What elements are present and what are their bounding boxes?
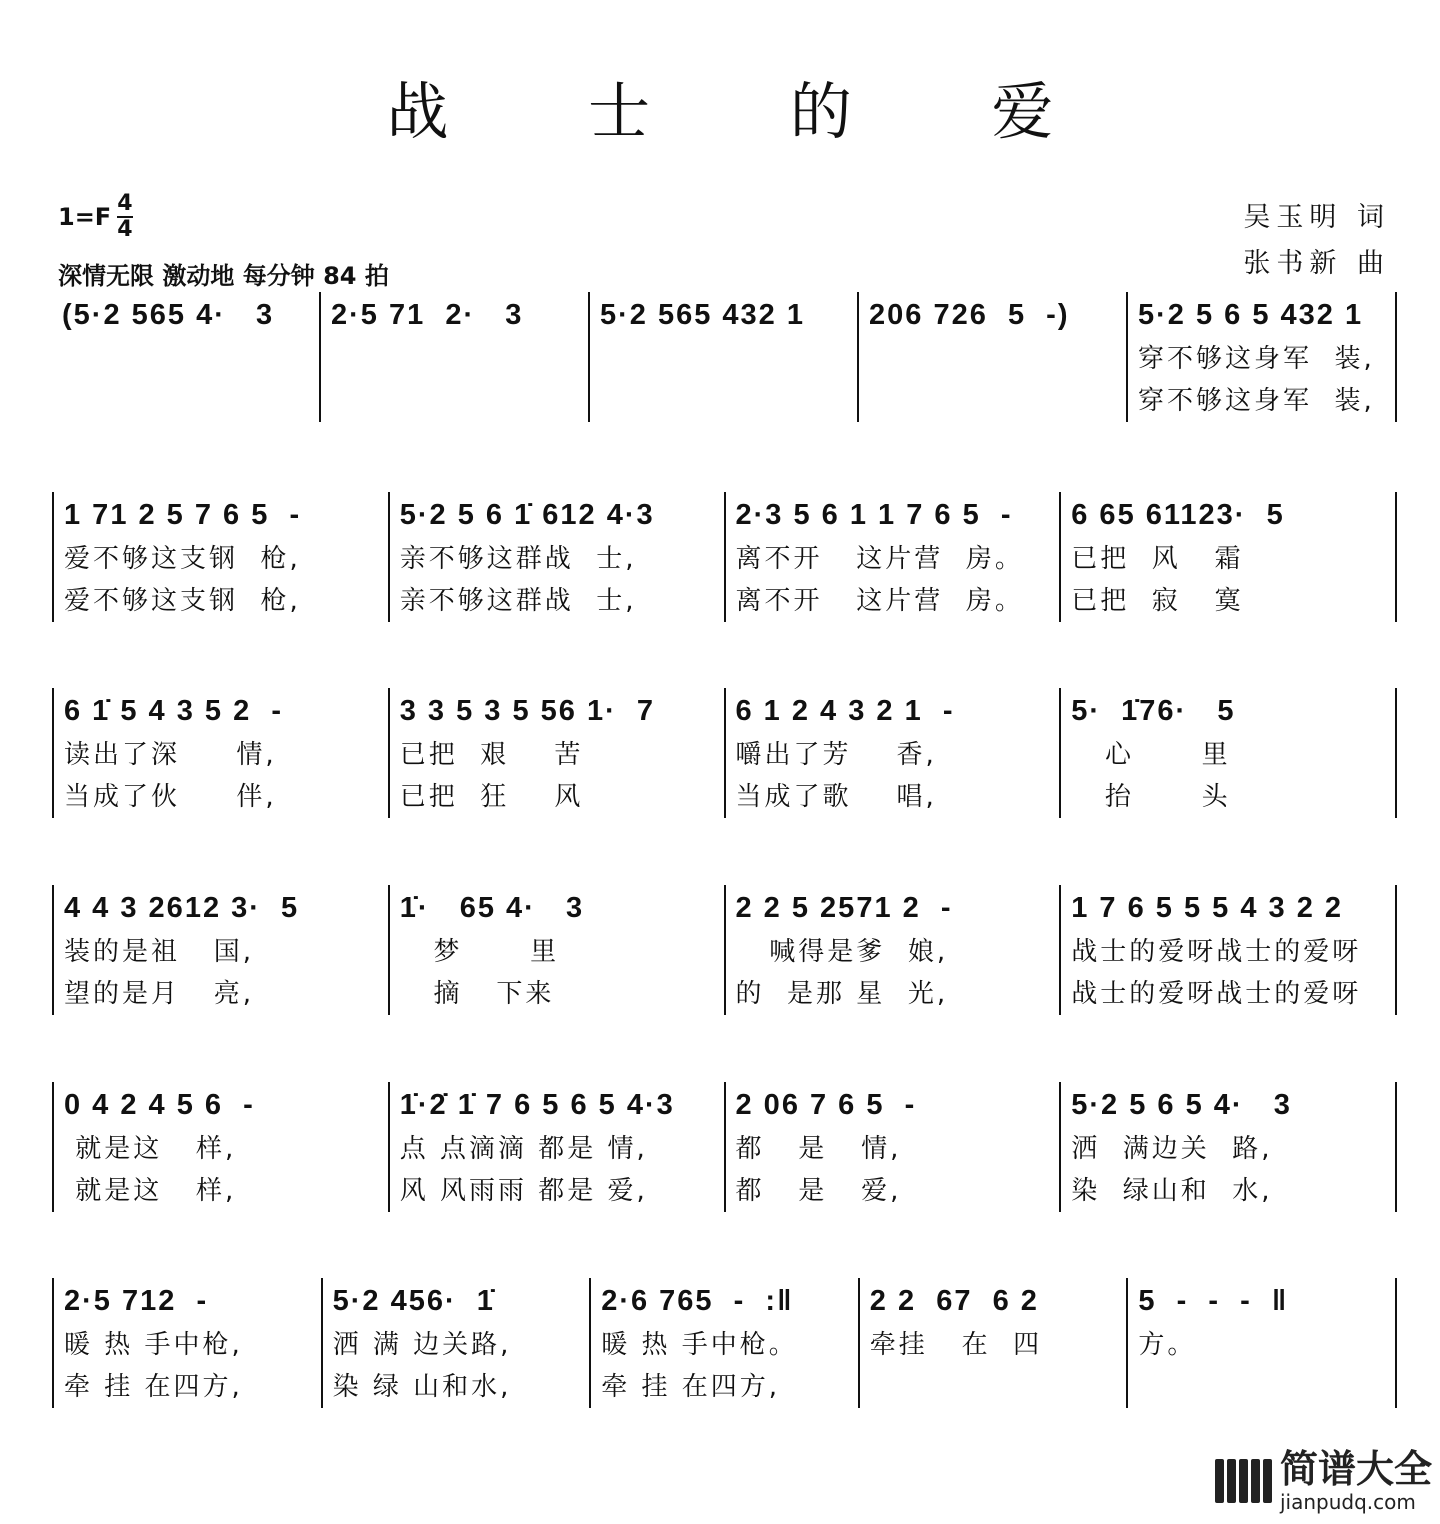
- lyric-verse-1: 梦 里: [399, 937, 560, 967]
- measure: [1059, 688, 1397, 818]
- measure-notes: (5·2 565 4· 3: [62, 299, 275, 331]
- measure: [1059, 492, 1397, 622]
- measure: [1059, 885, 1397, 1015]
- lyric-verse-1: 洒 满边关 路,: [1071, 1134, 1273, 1164]
- key-label: 1=F: [58, 203, 112, 231]
- lyric-verse-2: 战士的爱呀战士的爱呀: [1071, 979, 1362, 1009]
- lyric-verse-1: 亲不够这群战 士,: [399, 544, 637, 574]
- measure: [52, 492, 388, 622]
- lyric-verse-2: 牵 挂 在四方,: [64, 1372, 243, 1402]
- lyric-verse-2: [331, 380, 588, 422]
- credits: [1243, 195, 1390, 287]
- staff-row: [52, 1278, 1397, 1408]
- staff-row: [52, 292, 1397, 422]
- lyric-verse-1: 洒 满 边关路,: [332, 1330, 512, 1360]
- composer: 张书新 曲: [1243, 248, 1390, 279]
- measure: [1126, 292, 1397, 422]
- measure-notes: 5·2 5 6 1̇ 612 4·3: [399, 499, 655, 531]
- measure-notes: 1̇· 65 4· 3: [399, 892, 585, 924]
- measure-notes: 1̇·2̇ 1̇ 7 6 5 6 5 4·3: [399, 1089, 675, 1121]
- watermark-logo: [1215, 1448, 1432, 1514]
- measure: [588, 292, 857, 422]
- lyric-verse-1: 穿不够这身军 装,: [1138, 344, 1375, 374]
- lyric-verse-2: 都 是 爱,: [735, 1176, 902, 1206]
- song-title: 战 士 的 爱: [386, 75, 1114, 148]
- measure-notes: 2·5 71 2· 3: [331, 299, 524, 331]
- lyric-verse-1: 爱不够这支钢 枪,: [64, 544, 301, 574]
- measure-notes: 6 1̇ 5 4 3 5 2 -: [64, 695, 284, 727]
- measure-notes: 0 4 2 4 5 6 -: [64, 1089, 255, 1121]
- measure-notes: 5·2 5 6 5 4· 3: [1071, 1089, 1292, 1121]
- measure-notes: 2·3 5 6 1 1 7 6 5 -: [735, 499, 1013, 531]
- measure: [1126, 1278, 1397, 1408]
- lyric-verse-1: [600, 338, 857, 380]
- measure-notes: 1 71 2 5 7 6 5 -: [64, 499, 302, 531]
- key-signature: [58, 192, 133, 242]
- lyric-verse-2: 的 是那 星 光,: [735, 979, 949, 1009]
- lyric-verse-2: [870, 1366, 1127, 1408]
- lyric-verse-2: 已把 狂 风: [399, 782, 584, 812]
- staff-row: [52, 492, 1397, 622]
- measure: [724, 885, 1060, 1015]
- lyric-verse-2: 已把 寂 寞: [1071, 586, 1244, 616]
- measure: [388, 885, 724, 1015]
- measure-notes: 2·5 712 -: [64, 1285, 209, 1317]
- lyric-verse-1: [869, 338, 1126, 380]
- lyric-verse-1: [331, 338, 588, 380]
- lyric-verse-2: 牵 挂 在四方,: [601, 1372, 780, 1402]
- measure-notes: 5·2 565 432 1: [600, 299, 805, 331]
- lyric-verse-2: 抬 头: [1071, 782, 1231, 812]
- lyric-verse-1: 方。: [1138, 1330, 1197, 1360]
- measure-notes: 5 - - - ‖: [1138, 1285, 1289, 1317]
- staff-row: [52, 688, 1397, 818]
- measure-notes: 6 65 61123· 5: [1071, 499, 1285, 531]
- lyric-verse-2: 离不开 这片营 房。: [735, 586, 1024, 616]
- lyric-verse-2: [869, 380, 1126, 422]
- measure: [1059, 1082, 1397, 1212]
- measure: [724, 688, 1060, 818]
- measure-notes: 5· 1̇76· 5: [1071, 695, 1236, 727]
- measure: [52, 688, 388, 818]
- measure: [388, 492, 724, 622]
- staff-row: [52, 885, 1397, 1015]
- measure-notes: 6 1 2 4 3 2 1 -: [735, 695, 955, 727]
- measure-notes: 2 06 7 6 5 -: [735, 1089, 917, 1121]
- measure: [52, 1278, 321, 1408]
- measure-notes: 206 726 5 -): [869, 299, 1070, 331]
- measure: [52, 292, 319, 422]
- lyric-verse-1: 战士的爱呀战士的爱呀: [1071, 937, 1362, 967]
- lyric-verse-1: 点 点滴滴 都是 情,: [399, 1134, 648, 1164]
- lyric-verse-1: [62, 338, 319, 380]
- measure-notes: 2 2 67 6 2: [869, 1285, 1039, 1317]
- lyric-verse-1: 暖 热 手中枪,: [64, 1330, 243, 1360]
- lyric-verse-1: 暖 热 手中枪。: [601, 1330, 798, 1360]
- lyric-verse-2: [600, 380, 857, 422]
- measure-notes: 5·2 456· 1̇: [332, 1285, 495, 1317]
- lyric-verse-1: 已把 风 霜: [1071, 544, 1244, 574]
- measure: [388, 688, 724, 818]
- lyric-verse-2: 爱不够这支钢 枪,: [64, 586, 301, 616]
- lyric-verse-1: 装的是祖 国,: [64, 937, 255, 967]
- tempo-marking: 深情无限 激动地 每分钟 84 拍: [58, 262, 389, 290]
- measure: [319, 292, 588, 422]
- lyric-verse-1: 心 里: [1071, 740, 1231, 770]
- measure: [321, 1278, 590, 1408]
- lyric-verse-1: 已把 艰 苦: [399, 740, 584, 770]
- measure: [52, 1082, 388, 1212]
- measure-notes: 4 4 3 2612 3· 5: [64, 892, 300, 924]
- lyric-verse-2: 亲不够这群战 士,: [399, 586, 637, 616]
- measure: [724, 492, 1060, 622]
- measure: [589, 1278, 858, 1408]
- measure: [52, 885, 388, 1015]
- measure-notes: 1 7 6 5 5 5 4 3 2 2: [1071, 892, 1344, 924]
- lyric-verse-1: 读出了深 情,: [64, 740, 277, 770]
- measure-notes: 3 3 5 3 5 56 1· 7: [399, 695, 656, 727]
- time-signature: $\frac{4}{4}$: [117, 191, 133, 242]
- lyric-verse-2: [1138, 1366, 1395, 1408]
- lyric-verse-2: 染 绿 山和水,: [332, 1372, 512, 1402]
- measure-notes: 2·6 765 - :‖: [601, 1285, 794, 1317]
- lyric-verse-1: 喊得是爹 娘,: [735, 937, 949, 967]
- measure: [388, 1082, 724, 1212]
- lyric-verse-1: 离不开 这片营 房。: [735, 544, 1024, 574]
- lyric-verse-2: 望的是月 亮,: [64, 979, 255, 1009]
- lyric-verse-2: 穿不够这身军 装,: [1138, 386, 1375, 416]
- lyric-verse-2: 染 绿山和 水,: [1071, 1176, 1273, 1206]
- lyric-verse-1: 嚼出了芳 香,: [735, 740, 937, 770]
- logo-url: jianpudq.com: [1279, 1490, 1416, 1514]
- measure: [857, 292, 1126, 422]
- lyric-verse-1: 都 是 情,: [735, 1134, 902, 1164]
- measure-notes: 5·2 5 6 5 432 1: [1138, 299, 1364, 331]
- lyric-verse-2: 就是这 样,: [64, 1176, 237, 1206]
- lyric-verse-1: 就是这 样,: [64, 1134, 237, 1164]
- logo-name: 简谱大全: [1279, 1447, 1432, 1491]
- lyricist: 吴玉明 词: [1243, 202, 1390, 233]
- lyric-verse-1: 牵挂 在 四: [869, 1330, 1043, 1360]
- measure: [724, 1082, 1060, 1212]
- measure: [858, 1278, 1127, 1408]
- staff-row: [52, 1082, 1397, 1212]
- piano-keys-icon: [1215, 1459, 1272, 1503]
- lyric-verse-2: 摘 下来: [399, 979, 555, 1009]
- lyric-verse-2: 风 风雨雨 都是 爱,: [399, 1176, 648, 1206]
- measure-notes: 2 2 5 2571 2 -: [735, 892, 953, 924]
- lyric-verse-2: 当成了伙 伴,: [64, 782, 277, 812]
- lyric-verse-2: [62, 380, 319, 422]
- lyric-verse-2: 当成了歌 唱,: [735, 782, 937, 812]
